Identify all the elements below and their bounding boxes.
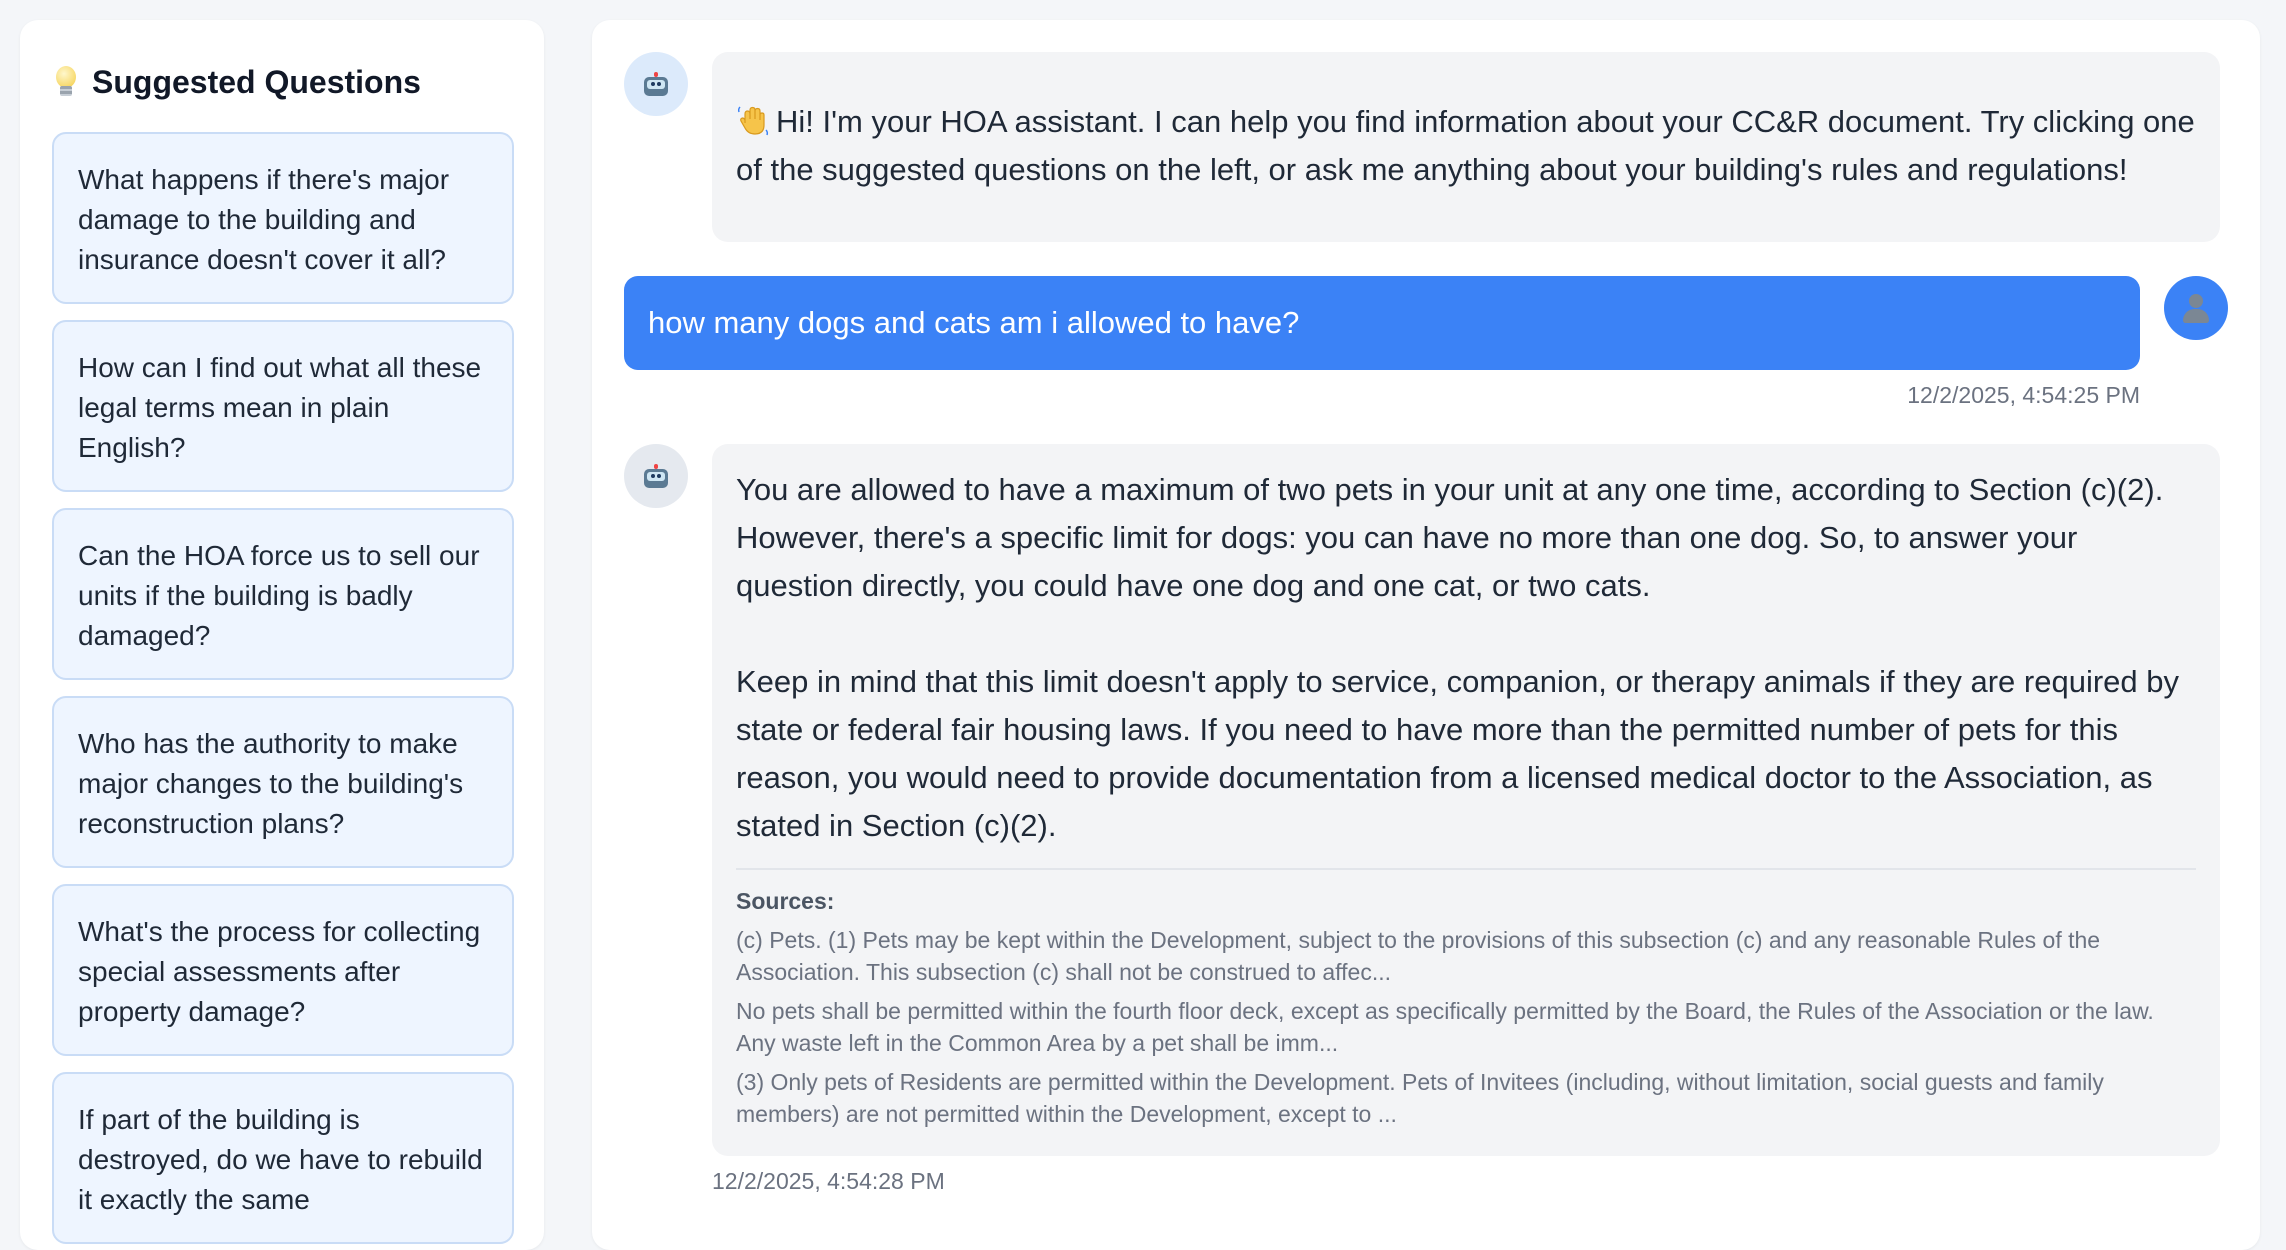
source-excerpt: No pets shall be permitted within the fourth floor deck, except as specifically permitted by the Board, the Rules of the Association or the law. Any waste left in the Common Area by a pet shall be imm...	[736, 998, 2154, 1056]
suggested-question-button[interactable]: Who has the authority to make major changes to the building's reconstruction plans?	[52, 696, 514, 868]
user-avatar	[2164, 276, 2228, 340]
suggested-questions-list	[52, 132, 514, 1250]
suggested-question-button[interactable]: If part of the building is destroyed, do we have to rebuild it exactly the same	[52, 1072, 514, 1244]
suggested-question-button[interactable]: What happens if there's major damage to the building and insurance doesn't cover it all?	[52, 132, 514, 304]
lightbulb-icon	[54, 64, 78, 100]
source-excerpt: (3) Only pets of Residents are permitted within the Development. Pets of Invitees (including, without limitation, social guests and family members) are not permitted within the Development, except to ...	[736, 1069, 2104, 1127]
assistant-message	[712, 52, 2220, 242]
suggested-question-button[interactable]: What's the process for collecting special assessments after property damage?	[52, 884, 514, 1056]
user-icon	[2181, 292, 2211, 324]
suggested-questions-panel	[20, 20, 544, 1250]
waving-hand-icon	[736, 103, 770, 137]
suggested-question-button[interactable]: Can the HOA force us to sell our units if the building is badly damaged?	[52, 508, 514, 680]
robot-icon	[643, 464, 669, 488]
sources-section	[736, 868, 2196, 1137]
suggested-questions-header	[54, 60, 421, 104]
sidebar-title: Suggested Questions	[92, 63, 421, 100]
assistant-avatar	[624, 52, 688, 116]
assistant-avatar	[624, 444, 688, 508]
answer-paragraph: Keep in mind that this limit doesn't apply to service, companion, or therapy animals if they are required by state or federal fair housing laws. If you need to have more than the permitted number of pets for this reason, you would need to provide documentation from a licensed medical doctor to the Association, as stated in Section (c)(2).	[736, 664, 2179, 843]
chat-panel[interactable]	[592, 20, 2260, 1250]
suggested-question-button[interactable]: How can I find out what all these legal terms mean in plain English?	[52, 320, 514, 492]
message-timestamp: 12/2/2025, 4:54:25 PM	[1907, 382, 2140, 408]
user-message: how many dogs and cats am i allowed to have?	[624, 276, 2140, 370]
message-timestamp: 12/2/2025, 4:54:28 PM	[712, 1168, 945, 1194]
answer-paragraph: You are allowed to have a maximum of two pets in your unit at any one time, according to Section (c)(2). However, there's a specific limit for dogs: you can have no more than one dog. So, to answer your question directly, you could have one dog and one cat, or two cats.	[736, 472, 2164, 603]
robot-icon	[643, 72, 669, 96]
sources-title: Sources:	[736, 888, 835, 914]
assistant-message	[712, 444, 2220, 1156]
assistant-message-text: Hi! I'm your HOA assistant. I can help you find information about your CC&R document. Try clicking one of the suggested questions on the left, or ask me anything about your building's rules and regulations!	[736, 104, 2195, 187]
source-excerpt: (c) Pets. (1) Pets may be kept within the Development, subject to the provisions of this subsection (c) and any reasonable Rules of the Association. This subsection (c) shall not be construed to affec...	[736, 927, 2101, 985]
